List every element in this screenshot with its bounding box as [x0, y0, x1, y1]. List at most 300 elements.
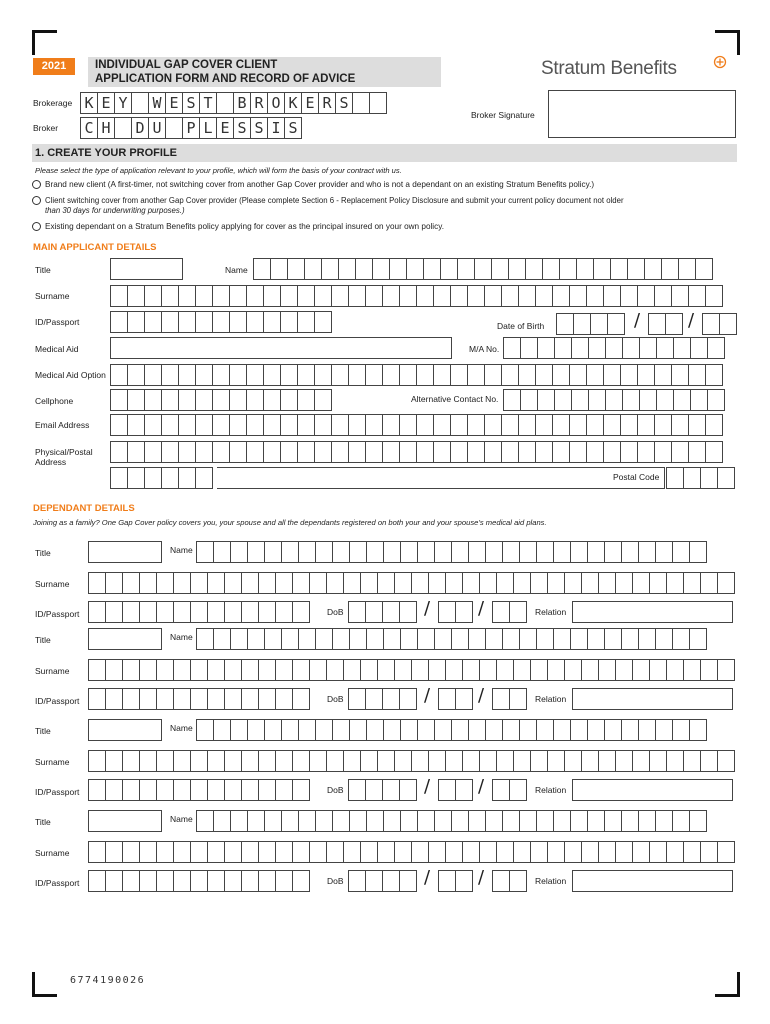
input-cell[interactable] [484, 414, 502, 436]
dependant-dob-month[interactable] [438, 601, 473, 623]
brokerage-input[interactable] [80, 92, 387, 114]
ma-surname-input[interactable] [110, 285, 723, 307]
input-cell[interactable] [122, 841, 140, 863]
dependant-relation-input[interactable] [572, 779, 733, 801]
input-cell[interactable] [309, 572, 327, 594]
ma-dob-month[interactable] [648, 313, 683, 335]
input-cell[interactable] [348, 870, 366, 892]
input-cell[interactable] [586, 414, 604, 436]
input-cell[interactable] [190, 841, 208, 863]
input-cell[interactable]: S [182, 92, 200, 114]
input-cell[interactable] [535, 414, 553, 436]
input-cell[interactable] [438, 601, 456, 623]
input-cell[interactable] [581, 659, 599, 681]
input-cell[interactable]: B [233, 92, 251, 114]
input-cell[interactable] [455, 601, 473, 623]
input-cell[interactable] [309, 750, 327, 772]
input-cell[interactable] [190, 779, 208, 801]
input-cell[interactable] [445, 750, 463, 772]
dependant-title-input[interactable] [88, 628, 162, 650]
input-cell[interactable] [127, 311, 145, 333]
input-cell[interactable] [530, 841, 548, 863]
input-cell[interactable] [195, 414, 213, 436]
input-cell[interactable] [369, 92, 387, 114]
input-cell[interactable] [161, 389, 179, 411]
input-cell[interactable] [564, 572, 582, 594]
input-cell[interactable] [241, 601, 259, 623]
input-cell[interactable] [377, 841, 395, 863]
input-cell[interactable] [275, 601, 293, 623]
input-cell[interactable] [411, 659, 429, 681]
input-cell[interactable]: P [182, 117, 200, 139]
input-cell[interactable] [672, 628, 690, 650]
input-cell[interactable] [445, 841, 463, 863]
input-cell[interactable] [156, 659, 174, 681]
input-cell[interactable] [501, 441, 519, 463]
input-cell[interactable] [622, 337, 640, 359]
input-cell[interactable] [355, 258, 373, 280]
input-cell[interactable] [649, 841, 667, 863]
input-cell[interactable] [213, 628, 231, 650]
input-cell[interactable] [620, 441, 638, 463]
input-cell[interactable] [399, 441, 417, 463]
input-cell[interactable] [332, 810, 350, 832]
input-cell[interactable] [394, 750, 412, 772]
input-cell[interactable] [417, 541, 435, 563]
input-cell[interactable] [207, 688, 225, 710]
input-cell[interactable] [212, 441, 230, 463]
input-cell[interactable] [586, 364, 604, 386]
input-cell[interactable] [207, 601, 225, 623]
input-cell[interactable] [382, 441, 400, 463]
input-cell[interactable] [196, 541, 214, 563]
input-cell[interactable] [688, 364, 706, 386]
input-cell[interactable]: H [97, 117, 115, 139]
input-cell[interactable] [400, 719, 418, 741]
input-cell[interactable] [195, 441, 213, 463]
ma-postal-code-input[interactable] [666, 467, 735, 489]
input-cell[interactable] [688, 441, 706, 463]
dependant-relation-input[interactable] [572, 870, 733, 892]
input-cell[interactable] [535, 285, 553, 307]
input-cell[interactable] [666, 750, 684, 772]
input-cell[interactable] [621, 719, 639, 741]
input-cell[interactable] [581, 841, 599, 863]
input-cell[interactable] [348, 601, 366, 623]
input-cell[interactable] [417, 719, 435, 741]
input-cell[interactable] [280, 441, 298, 463]
input-cell[interactable] [468, 810, 486, 832]
input-cell[interactable] [258, 779, 276, 801]
input-cell[interactable] [349, 541, 367, 563]
input-cell[interactable]: S [335, 92, 353, 114]
input-cell[interactable] [224, 870, 242, 892]
input-cell[interactable] [700, 572, 718, 594]
input-cell[interactable] [139, 870, 157, 892]
input-cell[interactable] [196, 628, 214, 650]
input-cell[interactable] [366, 628, 384, 650]
input-cell[interactable] [547, 659, 565, 681]
input-cell[interactable] [309, 659, 327, 681]
input-cell[interactable] [241, 572, 259, 594]
input-cell[interactable] [173, 601, 191, 623]
input-cell[interactable] [620, 364, 638, 386]
input-cell[interactable] [632, 572, 650, 594]
input-cell[interactable] [525, 258, 543, 280]
input-cell[interactable] [247, 810, 265, 832]
input-cell[interactable] [604, 541, 622, 563]
input-cell[interactable] [502, 719, 520, 741]
input-cell[interactable]: S [233, 117, 251, 139]
input-cell[interactable] [105, 572, 123, 594]
input-cell[interactable] [683, 750, 701, 772]
input-cell[interactable] [513, 572, 531, 594]
input-cell[interactable] [331, 285, 349, 307]
input-cell[interactable] [122, 779, 140, 801]
input-cell[interactable] [292, 688, 310, 710]
input-cell[interactable] [178, 364, 196, 386]
input-cell[interactable] [156, 841, 174, 863]
input-cell[interactable] [450, 414, 468, 436]
input-cell[interactable] [707, 337, 725, 359]
input-cell[interactable] [519, 719, 537, 741]
input-cell[interactable] [695, 258, 713, 280]
ma-dob-day[interactable] [702, 313, 737, 335]
input-cell[interactable] [315, 810, 333, 832]
input-cell[interactable] [382, 688, 400, 710]
input-cell[interactable] [552, 441, 570, 463]
ma-alt-contact-input[interactable] [503, 389, 725, 411]
input-cell[interactable] [518, 364, 536, 386]
input-cell[interactable] [144, 311, 162, 333]
input-cell[interactable] [207, 779, 225, 801]
input-cell[interactable] [440, 258, 458, 280]
input-cell[interactable] [689, 810, 707, 832]
input-cell[interactable] [297, 285, 315, 307]
input-cell[interactable] [513, 841, 531, 863]
input-cell[interactable] [365, 414, 383, 436]
input-cell[interactable] [638, 541, 656, 563]
input-cell[interactable] [479, 659, 497, 681]
input-cell[interactable] [569, 414, 587, 436]
input-cell[interactable] [535, 441, 553, 463]
input-cell[interactable] [438, 779, 456, 801]
input-cell[interactable] [637, 414, 655, 436]
input-cell[interactable] [297, 414, 315, 436]
input-cell[interactable] [671, 285, 689, 307]
input-cell[interactable] [105, 841, 123, 863]
input-cell[interactable] [127, 285, 145, 307]
input-cell[interactable] [190, 870, 208, 892]
input-cell[interactable] [689, 628, 707, 650]
input-cell[interactable] [196, 719, 214, 741]
input-cell[interactable] [587, 628, 605, 650]
input-cell[interactable] [258, 572, 276, 594]
input-cell[interactable] [230, 810, 248, 832]
input-cell[interactable] [399, 414, 417, 436]
input-cell[interactable] [520, 337, 538, 359]
input-cell[interactable] [638, 628, 656, 650]
input-cell[interactable] [474, 258, 492, 280]
input-cell[interactable] [383, 628, 401, 650]
input-cell[interactable] [479, 750, 497, 772]
input-cell[interactable] [492, 779, 510, 801]
input-cell[interactable] [503, 389, 521, 411]
input-cell[interactable] [588, 389, 606, 411]
input-cell[interactable] [569, 285, 587, 307]
input-cell[interactable] [263, 285, 281, 307]
input-cell[interactable] [280, 389, 298, 411]
input-cell[interactable] [216, 92, 234, 114]
input-cell[interactable] [705, 441, 723, 463]
input-cell[interactable] [416, 441, 434, 463]
input-cell[interactable] [428, 841, 446, 863]
input-cell[interactable] [485, 719, 503, 741]
input-cell[interactable] [178, 467, 196, 489]
input-cell[interactable] [365, 688, 383, 710]
input-cell[interactable]: C [80, 117, 98, 139]
input-cell[interactable]: E [97, 92, 115, 114]
input-cell[interactable] [394, 572, 412, 594]
input-cell[interactable] [632, 659, 650, 681]
input-cell[interactable] [224, 841, 242, 863]
input-cell[interactable] [683, 572, 701, 594]
input-cell[interactable] [509, 688, 527, 710]
input-cell[interactable] [700, 750, 718, 772]
input-cell[interactable] [297, 389, 315, 411]
radio-existing-dependant[interactable] [32, 222, 41, 231]
input-cell[interactable] [258, 750, 276, 772]
input-cell[interactable] [615, 572, 633, 594]
input-cell[interactable] [326, 841, 344, 863]
input-cell[interactable] [382, 414, 400, 436]
input-cell[interactable] [139, 659, 157, 681]
input-cell[interactable] [638, 719, 656, 741]
input-cell[interactable] [705, 285, 723, 307]
input-cell[interactable] [428, 659, 446, 681]
input-cell[interactable] [165, 117, 183, 139]
input-cell[interactable] [263, 389, 281, 411]
input-cell[interactable] [241, 779, 259, 801]
input-cell[interactable] [389, 258, 407, 280]
ma-medical-aid-option-input[interactable] [110, 364, 723, 386]
input-cell[interactable] [639, 389, 657, 411]
input-cell[interactable] [700, 659, 718, 681]
input-cell[interactable] [654, 285, 672, 307]
input-cell[interactable] [569, 441, 587, 463]
input-cell[interactable] [196, 810, 214, 832]
input-cell[interactable] [281, 541, 299, 563]
input-cell[interactable] [656, 337, 674, 359]
input-cell[interactable] [688, 285, 706, 307]
input-cell[interactable] [644, 258, 662, 280]
input-cell[interactable] [637, 285, 655, 307]
input-cell[interactable] [570, 719, 588, 741]
input-cell[interactable] [671, 364, 689, 386]
input-cell[interactable] [258, 601, 276, 623]
input-cell[interactable] [264, 810, 282, 832]
input-cell[interactable] [224, 659, 242, 681]
input-cell[interactable] [365, 285, 383, 307]
input-cell[interactable] [190, 688, 208, 710]
input-cell[interactable] [229, 364, 247, 386]
input-cell[interactable] [485, 628, 503, 650]
input-cell[interactable] [224, 750, 242, 772]
ma-dob-year[interactable] [556, 313, 625, 335]
input-cell[interactable] [671, 414, 689, 436]
input-cell[interactable] [587, 719, 605, 741]
input-cell[interactable] [661, 258, 679, 280]
input-cell[interactable] [671, 441, 689, 463]
input-cell[interactable] [382, 601, 400, 623]
input-cell[interactable] [280, 414, 298, 436]
input-cell[interactable] [434, 719, 452, 741]
input-cell[interactable] [603, 285, 621, 307]
input-cell[interactable] [292, 841, 310, 863]
input-cell[interactable] [603, 414, 621, 436]
input-cell[interactable] [552, 414, 570, 436]
input-cell[interactable] [366, 541, 384, 563]
input-cell[interactable] [581, 750, 599, 772]
radio-brand-new-client[interactable] [32, 180, 41, 189]
input-cell[interactable] [292, 659, 310, 681]
input-cell[interactable] [366, 810, 384, 832]
dependant-dob-day[interactable] [492, 870, 527, 892]
input-cell[interactable] [230, 541, 248, 563]
dependant-surname-input[interactable] [88, 659, 735, 681]
input-cell[interactable] [88, 750, 106, 772]
input-cell[interactable] [246, 285, 264, 307]
input-cell[interactable] [213, 810, 231, 832]
input-cell[interactable] [467, 414, 485, 436]
input-cell[interactable] [292, 572, 310, 594]
input-cell[interactable] [343, 572, 361, 594]
input-cell[interactable] [590, 313, 608, 335]
input-cell[interactable] [343, 841, 361, 863]
input-cell[interactable] [178, 311, 196, 333]
input-cell[interactable] [246, 311, 264, 333]
input-cell[interactable] [287, 258, 305, 280]
input-cell[interactable] [349, 719, 367, 741]
input-cell[interactable] [224, 572, 242, 594]
input-cell[interactable] [372, 258, 390, 280]
input-cell[interactable] [637, 441, 655, 463]
input-cell[interactable] [672, 810, 690, 832]
input-cell[interactable] [438, 870, 456, 892]
input-cell[interactable] [110, 389, 128, 411]
input-cell[interactable] [570, 810, 588, 832]
input-cell[interactable] [455, 870, 473, 892]
input-cell[interactable] [122, 601, 140, 623]
input-cell[interactable] [556, 313, 574, 335]
input-cell[interactable] [105, 688, 123, 710]
input-cell[interactable] [673, 389, 691, 411]
input-cell[interactable] [264, 719, 282, 741]
input-cell[interactable] [122, 750, 140, 772]
input-cell[interactable] [207, 870, 225, 892]
input-cell[interactable] [258, 870, 276, 892]
input-cell[interactable] [536, 628, 554, 650]
input-cell[interactable] [552, 285, 570, 307]
input-cell[interactable] [173, 870, 191, 892]
input-cell[interactable] [139, 688, 157, 710]
input-cell[interactable]: R [318, 92, 336, 114]
input-cell[interactable] [314, 285, 332, 307]
dependant-id-input[interactable] [88, 779, 310, 801]
input-cell[interactable] [433, 414, 451, 436]
input-cell[interactable] [717, 572, 735, 594]
dependant-name-input[interactable] [196, 810, 707, 832]
input-cell[interactable] [258, 688, 276, 710]
input-cell[interactable] [314, 311, 332, 333]
input-cell[interactable] [195, 285, 213, 307]
input-cell[interactable] [615, 750, 633, 772]
input-cell[interactable] [229, 311, 247, 333]
input-cell[interactable] [212, 311, 230, 333]
input-cell[interactable]: K [80, 92, 98, 114]
input-cell[interactable] [468, 719, 486, 741]
input-cell[interactable] [492, 688, 510, 710]
input-cell[interactable] [423, 258, 441, 280]
input-cell[interactable] [110, 364, 128, 386]
input-cell[interactable] [88, 841, 106, 863]
input-cell[interactable] [502, 810, 520, 832]
input-cell[interactable] [110, 441, 128, 463]
input-cell[interactable] [275, 572, 293, 594]
input-cell[interactable] [559, 258, 577, 280]
input-cell[interactable] [394, 841, 412, 863]
input-cell[interactable] [621, 810, 639, 832]
input-cell[interactable] [314, 414, 332, 436]
input-cell[interactable] [230, 628, 248, 650]
dependant-dob-year[interactable] [348, 870, 417, 892]
input-cell[interactable] [139, 779, 157, 801]
input-cell[interactable] [195, 311, 213, 333]
input-cell[interactable] [332, 541, 350, 563]
input-cell[interactable] [399, 779, 417, 801]
input-cell[interactable] [280, 311, 298, 333]
input-cell[interactable] [275, 841, 293, 863]
input-cell[interactable] [620, 414, 638, 436]
input-cell[interactable] [632, 841, 650, 863]
input-cell[interactable] [263, 441, 281, 463]
input-cell[interactable] [207, 841, 225, 863]
input-cell[interactable] [212, 414, 230, 436]
input-cell[interactable] [467, 364, 485, 386]
input-cell[interactable] [519, 541, 537, 563]
input-cell[interactable] [462, 659, 480, 681]
input-cell[interactable] [161, 467, 179, 489]
input-cell[interactable] [542, 258, 560, 280]
input-cell[interactable] [492, 601, 510, 623]
input-cell[interactable] [348, 779, 366, 801]
input-cell[interactable] [366, 719, 384, 741]
input-cell[interactable] [315, 541, 333, 563]
input-cell[interactable] [213, 541, 231, 563]
input-cell[interactable] [348, 441, 366, 463]
input-cell[interactable] [156, 870, 174, 892]
input-cell[interactable] [553, 628, 571, 650]
dependant-name-input[interactable] [196, 628, 707, 650]
input-cell[interactable] [530, 572, 548, 594]
input-cell[interactable] [365, 870, 383, 892]
input-cell[interactable] [468, 541, 486, 563]
input-cell[interactable] [678, 258, 696, 280]
input-cell[interactable] [518, 441, 536, 463]
input-cell[interactable] [144, 285, 162, 307]
input-cell[interactable] [536, 719, 554, 741]
input-cell[interactable] [673, 337, 691, 359]
